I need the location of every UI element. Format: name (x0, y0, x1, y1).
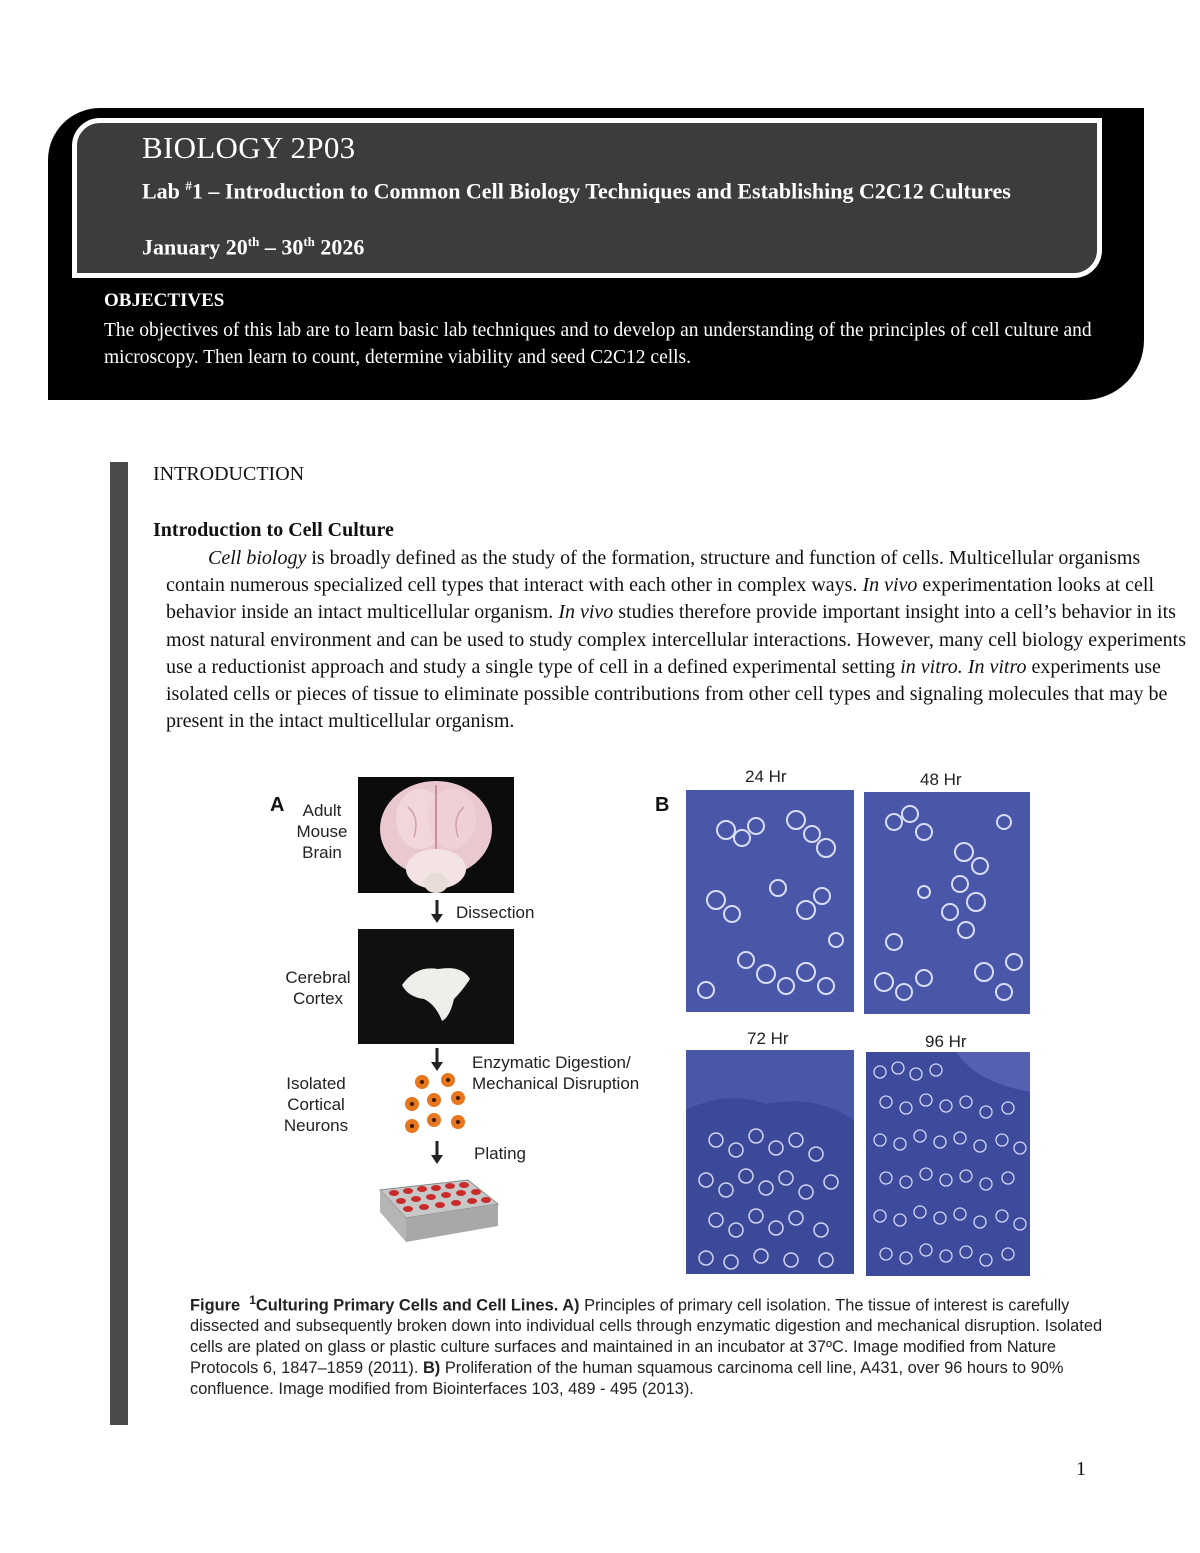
arrow-down-icon (430, 1048, 444, 1072)
label-dissection: Dissection (456, 903, 535, 922)
label-48-hr: 48 Hr (920, 770, 962, 789)
page-number: 1 (1076, 1458, 1086, 1480)
isolated-neurons-illustration (400, 1070, 470, 1136)
panel-b-letter: B (655, 794, 670, 816)
arrow-down-icon (430, 1141, 444, 1165)
label-cerebral-cortex: Cerebral Cortex (285, 968, 351, 1008)
cell-culture-subheading: Introduction to Cell Culture (153, 519, 394, 541)
micrograph-72-hr (686, 1050, 854, 1274)
introduction-heading: INTRODUCTION (153, 463, 305, 485)
label-24-hr: 24 Hr (745, 767, 787, 786)
culture-plate-illustration (376, 1174, 500, 1244)
section-side-bar (110, 462, 128, 1425)
objectives-text: The objectives of this lab are to learn basic lab techniques and to develop an understanding of the principles of cell culture and microscopy. Then learn to count, determine viability and seed C2C12 cells. (104, 320, 1092, 368)
label-plating: Plating (474, 1144, 526, 1163)
mouse-brain-photo (358, 777, 514, 893)
figure-caption: Figure $^1$Culturing Primary Cells and Cell Lines. A) Principles of primary cell isolation. The tissue of interest is carefully dissected and subsequently broken down into individual cells through enzymatic digestion and mechanical disruption. Isolated cells are plated on glass or plastic culture surfaces and maintained in an incubator at 37ºC. Image modified from Nature Protocols 6, 1847–1859 (2011). B) Proliferation of the human squamous carcinoma cell line, A431, over 96 hours to 90% confluence. Image modified from Biointerfaces 103, 489 - 495 (2013). (190, 1293, 1103, 1399)
lab-dates: January 20th – 30th 2026 (142, 234, 365, 260)
lab-title: Lab #1 – Introduction to Common Cell Biology Techniques and Establishing C2C12 Cultures (142, 178, 1011, 204)
course-title: BIOLOGY 2P03 (142, 130, 356, 165)
intro-paragraph: Cell biology is broadly defined as the study of the formation, structure and function of cells. Multicellular organisms contain numerous specialized cell types that interact with each other in complex ways. In vivo experimentation looks at cell behavior inside an intact multicellular organism. In vivo studies therefore provide important insight into a cell’s behavior in its most natural environment and can be used to study complex intercellular interactions. However, many cell biology experiments use a reductionist approach and study a single type of cell in a defined experimental setting in vitro. In vitro experiments use isolated cells or pieces of tissue to eliminate possible contributions from other cell types and signaling molecules that may be present in the intact multicellular organism. (166, 547, 1187, 733)
label-isolated-neurons: Isolated Cortical Neurons (283, 1074, 349, 1135)
micrograph-48-hr (864, 792, 1030, 1014)
label-enzymatic-digestion: Enzymatic Digestion/ Mechanical Disruption (472, 1053, 640, 1093)
arrow-down-icon (430, 900, 444, 924)
objectives-heading: OBJECTIVES (104, 290, 225, 311)
micrograph-96-hr (866, 1052, 1030, 1276)
panel-a-letter: A (270, 794, 285, 816)
cerebral-cortex-photo (358, 929, 514, 1044)
label-96-hr: 96 Hr (925, 1032, 967, 1051)
label-adult-mouse-brain: Adult Mouse Brain (296, 801, 348, 862)
micrograph-24-hr (686, 790, 854, 1012)
label-72-hr: 72 Hr (747, 1029, 789, 1048)
